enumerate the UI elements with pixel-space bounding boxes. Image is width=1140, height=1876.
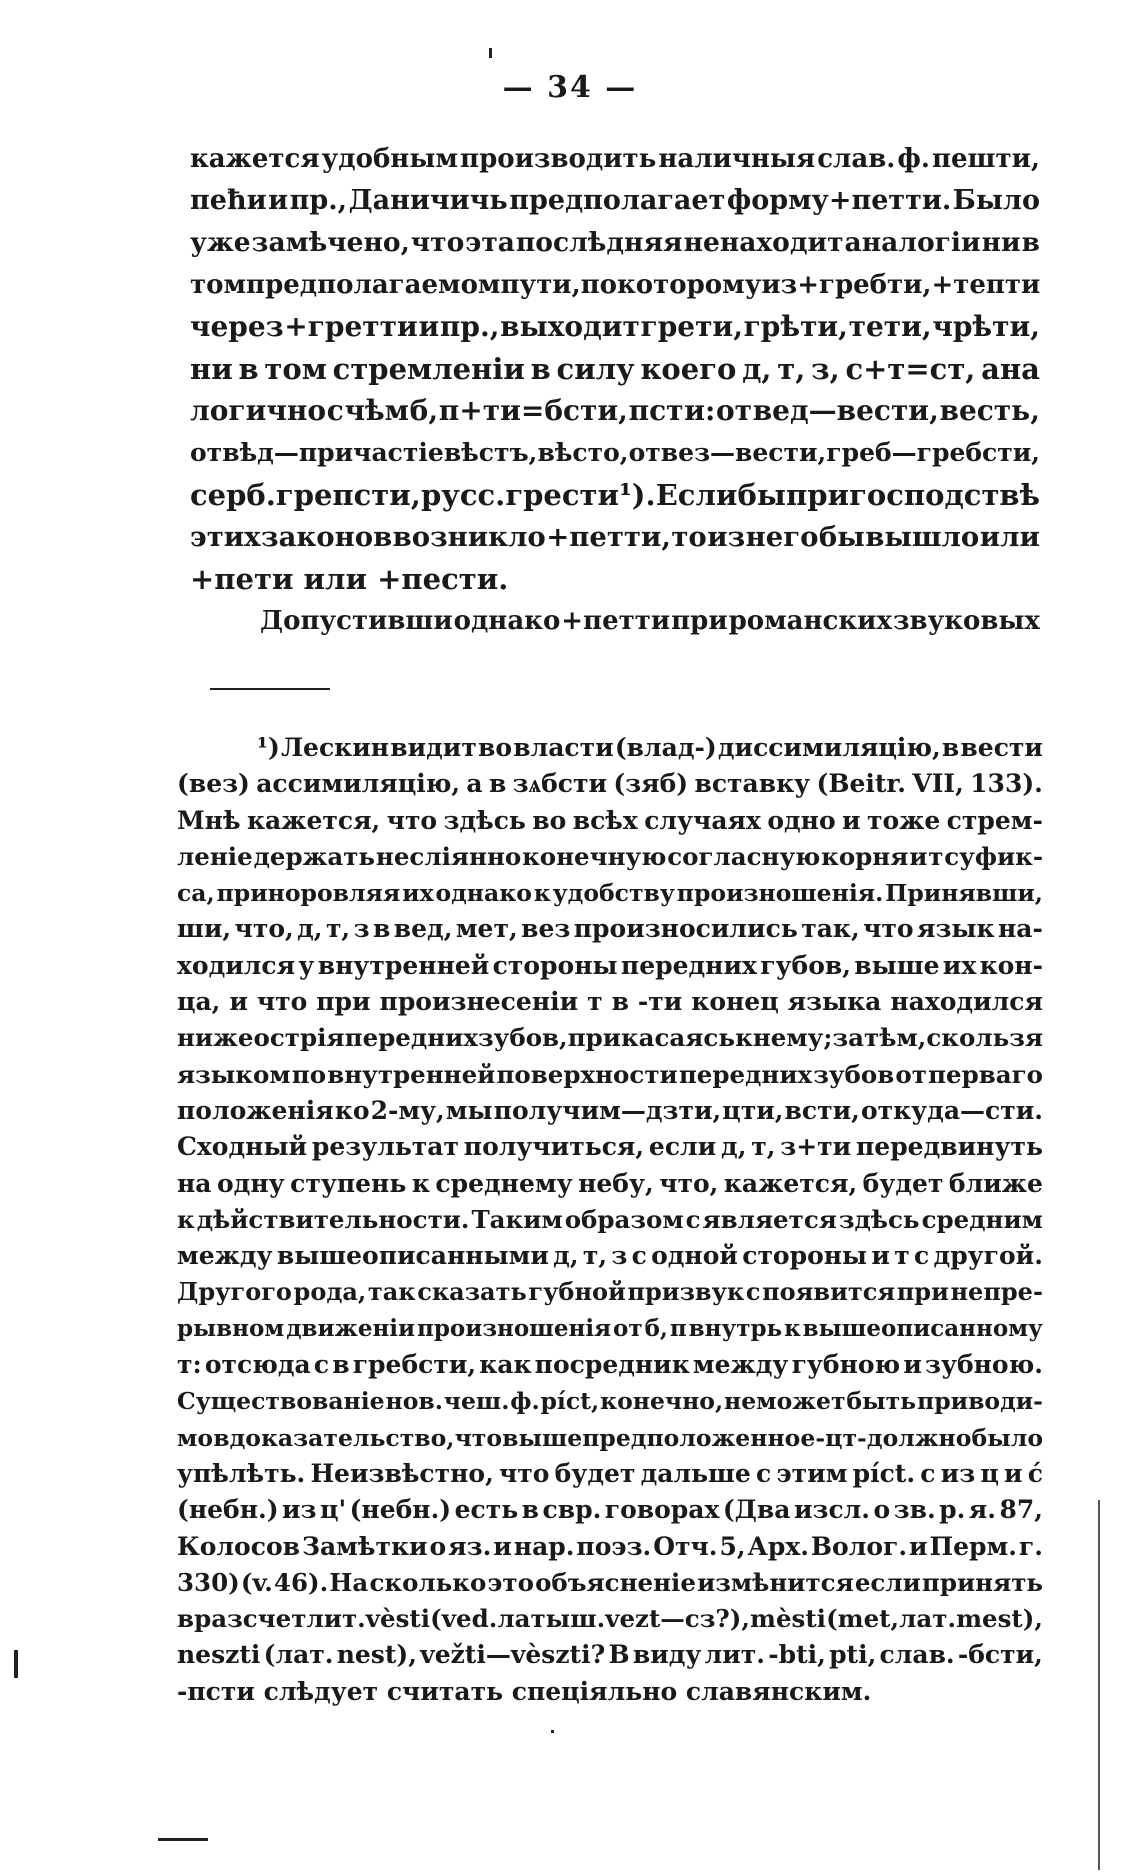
scan-mark-left-top [14,1650,18,1678]
main-line: уже замѣчено, что эта послѣдняя ненаходит аналогіи ни в [190,227,1040,258]
main-text [190,138,1040,642]
footnote-line: положенія ко 2-му, мы получим—дзти, цти, всти, откуда—сти. [177,1095,1043,1125]
main-line: через +гретти и пр., выходит грети, грѣти, тети, чрѣти, [190,310,1040,343]
main-line: +пети или +пести. [190,562,509,596]
main-line: пеħи и пр., Даничичь предполагает форму+петти. Было [190,185,1040,216]
main-line: ни в том стремленіи в силу коего д, т, з, с+т=ст, ана [190,352,1040,386]
footnote-line: на одну ступень к среднему небу, что, кажется, будет ближе [177,1168,1043,1198]
footnote-line: ниже острія передних зубов, прикасаясь к нему; затѣм, скользя [177,1023,1043,1053]
scan-mark-left-bottom [158,1838,208,1841]
footnote-line: леніе держать несліянно конечную согласную корня и т суфик- [177,841,1043,871]
footnote-line: ши, что, д, т, з в вед, мет, вез произносились так, что язык на- [177,914,1043,944]
footnote-line: ца, и что при произнесеніи т в -ти конец языка находился [177,987,1043,1017]
main-line: Допустивши однако +петти при романских звуковых [260,606,1040,636]
footnote-line: (вез) ассимиляцію, а в зѧбсти (зяб) вставку (Beitr. VII, 133). [177,769,1043,799]
scan-mark-right-edge [1098,1500,1100,1870]
footnote-line: ходился у внутренней стороны передних губов, выше их кон- [177,950,1043,980]
footnote-line: к дѣйствительности. Таким образом с является здѣсь средним [177,1204,1043,1234]
footnote-line: -псти слѣдует считать спеціяльно славянским. [177,1676,872,1706]
footnote-line: в разсчет лит. vèsti (ved. латыш. vezt—с з?), mèsti (met, лат. mest), [177,1604,1043,1634]
main-line: кажется удобным производить наличныя слав. ф. пешти, [190,144,1040,174]
footnote-line: упѣлѣть. Неизвѣстно, что будет дальше с этим píct. с из ц и ć [177,1458,1043,1488]
footnote [177,730,1043,1710]
scan-mark-top [489,48,492,58]
footnote-line: ¹) Лескин видит во власти (влад-) диссимиляцію, в вести [257,733,1043,762]
footnote-line: языком по внутренней поверхности передних зубов от перваго [177,1059,1043,1089]
footnote-line: мо в доказательство, что вышепредположенное -цт- должно было [177,1423,1043,1452]
scan-mark-bottom-dot [551,1730,554,1733]
footnote-line: Колосов Замѣтки о яз. и нар. поэз. Отч. 5, Арх. Волог. и Перм. г. [177,1531,1043,1561]
footnote-line: между вышеописанными д, т, з с одной стороны и т с другой. [177,1241,1043,1271]
page-number: — 34 — [502,70,638,105]
main-line: том предполагаемом пути, по которому из +гребти, +тепти [190,270,1040,300]
main-line: серб. грепсти, русс. грести ¹). Если бы при господствѣ [190,478,1040,512]
footnote-divider [210,688,330,690]
main-line: логично с чѣм б, п+ти=бсти, пст и: от вед—вести, весть, [190,394,1040,427]
main-line: от вѣд—причастіе вѣстъ, вѣсто, от вез—вести,греб—гребсти, [190,438,1040,467]
footnote-line: Сходный результат получиться, если д, т, з+ти передвинуть [177,1132,1043,1162]
footnote-line: (небн.) из ц' (небн.) есть в свр. говорах (Два изсл. о зв. р. я. 87, [177,1495,1043,1525]
footnote-line: Существованіе нов. чеш. ф. píct, конечно, неможет быть приводи- [177,1387,1043,1416]
footnote-line: 330) (v. 46). На сколько это объясненіе измѣнится если принять [177,1567,1043,1597]
footnote-line: рывном движеніи произношенія от б, п внутрь к вышеописанному [177,1314,1043,1342]
footnote-line: са, приноровляя их однако к удобству произношенія. Принявши, [177,879,1043,908]
main-line: этих законов возникло +петти, то из него бы вышло или [190,521,1040,553]
footnote-line: Мнѣ кажется, что здѣсь во всѣх случаях одно и тоже стрем- [177,805,1043,835]
footnote-line: т: отсюда с в гребсти, как посредник между губною и зубною. [177,1350,1043,1380]
footnote-line: Другого рода, так сказать губной призвук с появится при непре- [177,1277,1043,1307]
footnote-line: neszti (лат. nest), vežti—vèszti? В виду лит. -bti, pti, слав. -бсти, [177,1640,1043,1670]
